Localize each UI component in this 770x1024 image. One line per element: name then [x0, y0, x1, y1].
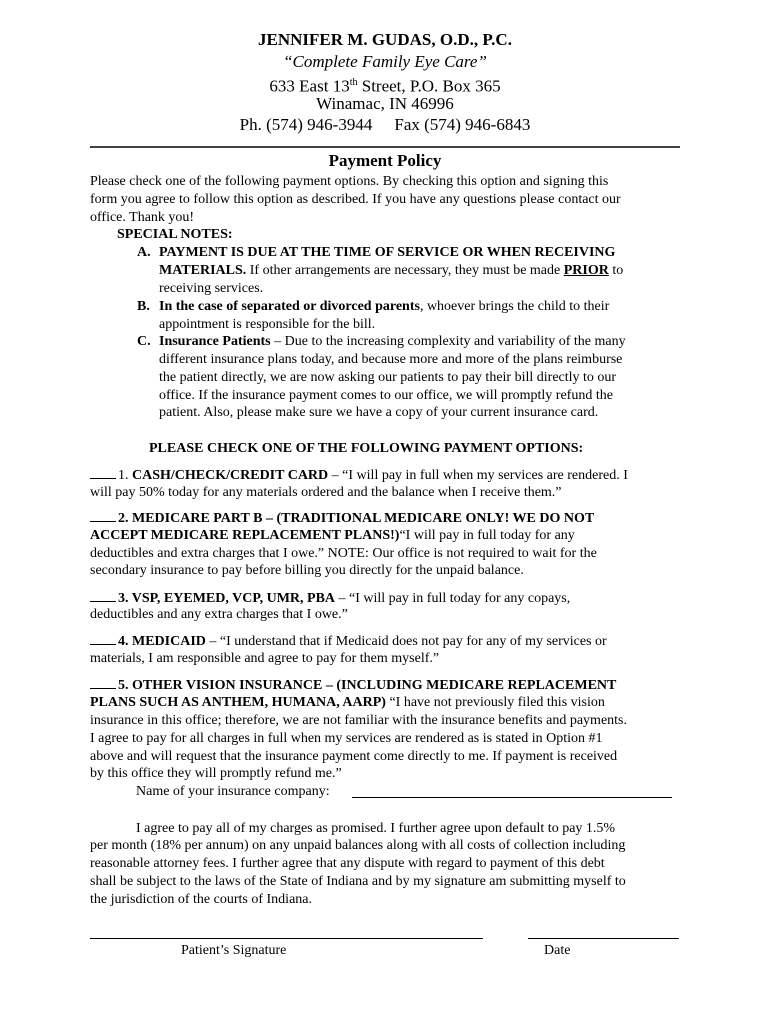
practice-contact [0, 114, 770, 136]
option-3-checkbox[interactable] [90, 589, 116, 602]
option-5-text: by this office they will promptly refund me.” [90, 766, 342, 781]
note-a-text: PAYMENT IS DUE AT THE TIME OF SERVICE OR WHEN RECEIVING [159, 245, 616, 260]
practice-address-line2: Winamac, IN 46996 [316, 94, 454, 113]
special-notes-label: SPECIAL NOTES: [117, 227, 233, 242]
fax-number: Fax (574) 946-6843 [394, 115, 531, 134]
insurance-company-field[interactable] [352, 797, 672, 798]
prior-emphasis: PRIOR [563, 263, 609, 278]
option-3-text: deductibles and any extra charges that I owe.” [90, 607, 348, 622]
note-a-text: receiving services. [159, 281, 264, 296]
option-5-text: insurance in this office; therefore, we are not familiar with the insurance benefits and payments. [90, 713, 627, 728]
note-c-text: Insurance Patients – Due to the increasing complexity and variability of the many [159, 334, 626, 349]
agreement-text: reasonable attorney fees. I further agree that any dispute with regard to payment of this debt [90, 856, 605, 871]
agreement-text: shall be subject to the laws of the State of Indiana and by my signature am submitting myself to [90, 874, 626, 889]
option-4[interactable]: 4. MEDICAID – “I understand that if Medicaid does not pay for any of my services or [90, 632, 607, 651]
options-heading: PLEASE CHECK ONE OF THE FOLLOWING PAYMENT OPTIONS: [149, 441, 584, 456]
option-2-text: ACCEPT MEDICARE REPLACEMENT PLANS!)“I will pay in full today for any [90, 528, 575, 543]
header-divider [90, 146, 680, 148]
note-c-text: the patient directly, we are now asking our patients to pay their bill directly to our [159, 370, 617, 385]
option-5-checkbox[interactable] [90, 676, 116, 689]
note-a-letter: A. [137, 245, 151, 260]
note-b-text: In the case of separated or divorced parents, whoever brings the child to their [159, 299, 610, 314]
signature-field[interactable] [90, 938, 483, 939]
phone-number: Ph. (574) 946-3944 [239, 115, 373, 134]
option-1-text: will pay 50% today for any materials ordered and the balance when I receive them.” [90, 485, 562, 500]
option-1-checkbox[interactable] [90, 466, 116, 479]
note-c-text: office. If the insurance payment comes to our office, we will promptly refund the [159, 388, 613, 403]
option-2[interactable]: 2. MEDICARE PART B – (TRADITIONAL MEDICARE ONLY! WE DO NOT [90, 509, 594, 528]
note-b-text: appointment is responsible for the bill. [159, 317, 376, 332]
date-label: Date [544, 943, 571, 958]
intro-line: Please check one of the following payment options. By checking this option and signing this [90, 174, 609, 189]
practice-tagline: “Complete Family Eye Care” [283, 52, 487, 71]
practice-address-line1: 633 East 13th Street, P.O. Box 365 [269, 76, 501, 96]
note-b-letter: B. [137, 299, 150, 314]
intro-line: office. Thank you! [90, 210, 195, 225]
option-1[interactable]: 1. CASH/CHECK/CREDIT CARD – “I will pay in full when my services are rendered. I [90, 466, 628, 485]
intro-line: form you agree to follow this option as described. If you have any questions please contact our [90, 192, 621, 207]
agreement-text: per month (18% per annum) on any unpaid balances along with all costs of collection including [90, 838, 626, 853]
note-a-text: MATERIALS. If other arrangements are necessary, they must be made PRIOR to [159, 263, 624, 278]
option-3[interactable]: 3. VSP, EYEMED, VCP, UMR, PBA – “I will pay in full today for any copays, [90, 589, 570, 608]
insurance-company-label: Name of your insurance company: [136, 784, 330, 799]
agreement-text: I agree to pay all of my charges as promised. I further agree upon default to pay 1.5% [136, 821, 616, 836]
option-5-text: I agree to pay for all charges in full when my services are rendered as is stated in Option #1 [90, 731, 603, 746]
page-title: Payment Policy [328, 151, 442, 170]
option-2-checkbox[interactable] [90, 509, 116, 522]
note-c-text: patient. Also, please make sure we have a copy of your current insurance card. [159, 405, 599, 420]
option-5-text: above and will request that the insurance payment come directly to me. If payment is received [90, 749, 618, 764]
date-field[interactable] [528, 938, 679, 939]
option-2-text: deductibles and extra charges that I owe.” NOTE: Our office is not required to wait for the [90, 546, 597, 561]
practice-name: JENNIFER M. GUDAS, O.D., P.C. [258, 30, 512, 49]
note-c-text: different insurance plans today, and because more and more of the plans reimburse [159, 352, 623, 367]
option-5-text: PLANS SUCH AS ANTHEM, HUMANA, AARP) “I have not previously filed this vision [90, 695, 605, 710]
option-2-text: secondary insurance to pay before billing you directly for the unpaid balance. [90, 563, 524, 578]
signature-label: Patient’s Signature [181, 943, 287, 958]
option-4-text: materials, I am responsible and agree to pay for them myself.” [90, 651, 440, 666]
agreement-text: the jurisdiction of the courts of Indiana. [90, 892, 312, 907]
option-5[interactable]: 5. OTHER VISION INSURANCE – (INCLUDING MEDICARE REPLACEMENT [90, 676, 616, 695]
option-4-checkbox[interactable] [90, 632, 116, 645]
note-c-letter: C. [137, 334, 151, 349]
